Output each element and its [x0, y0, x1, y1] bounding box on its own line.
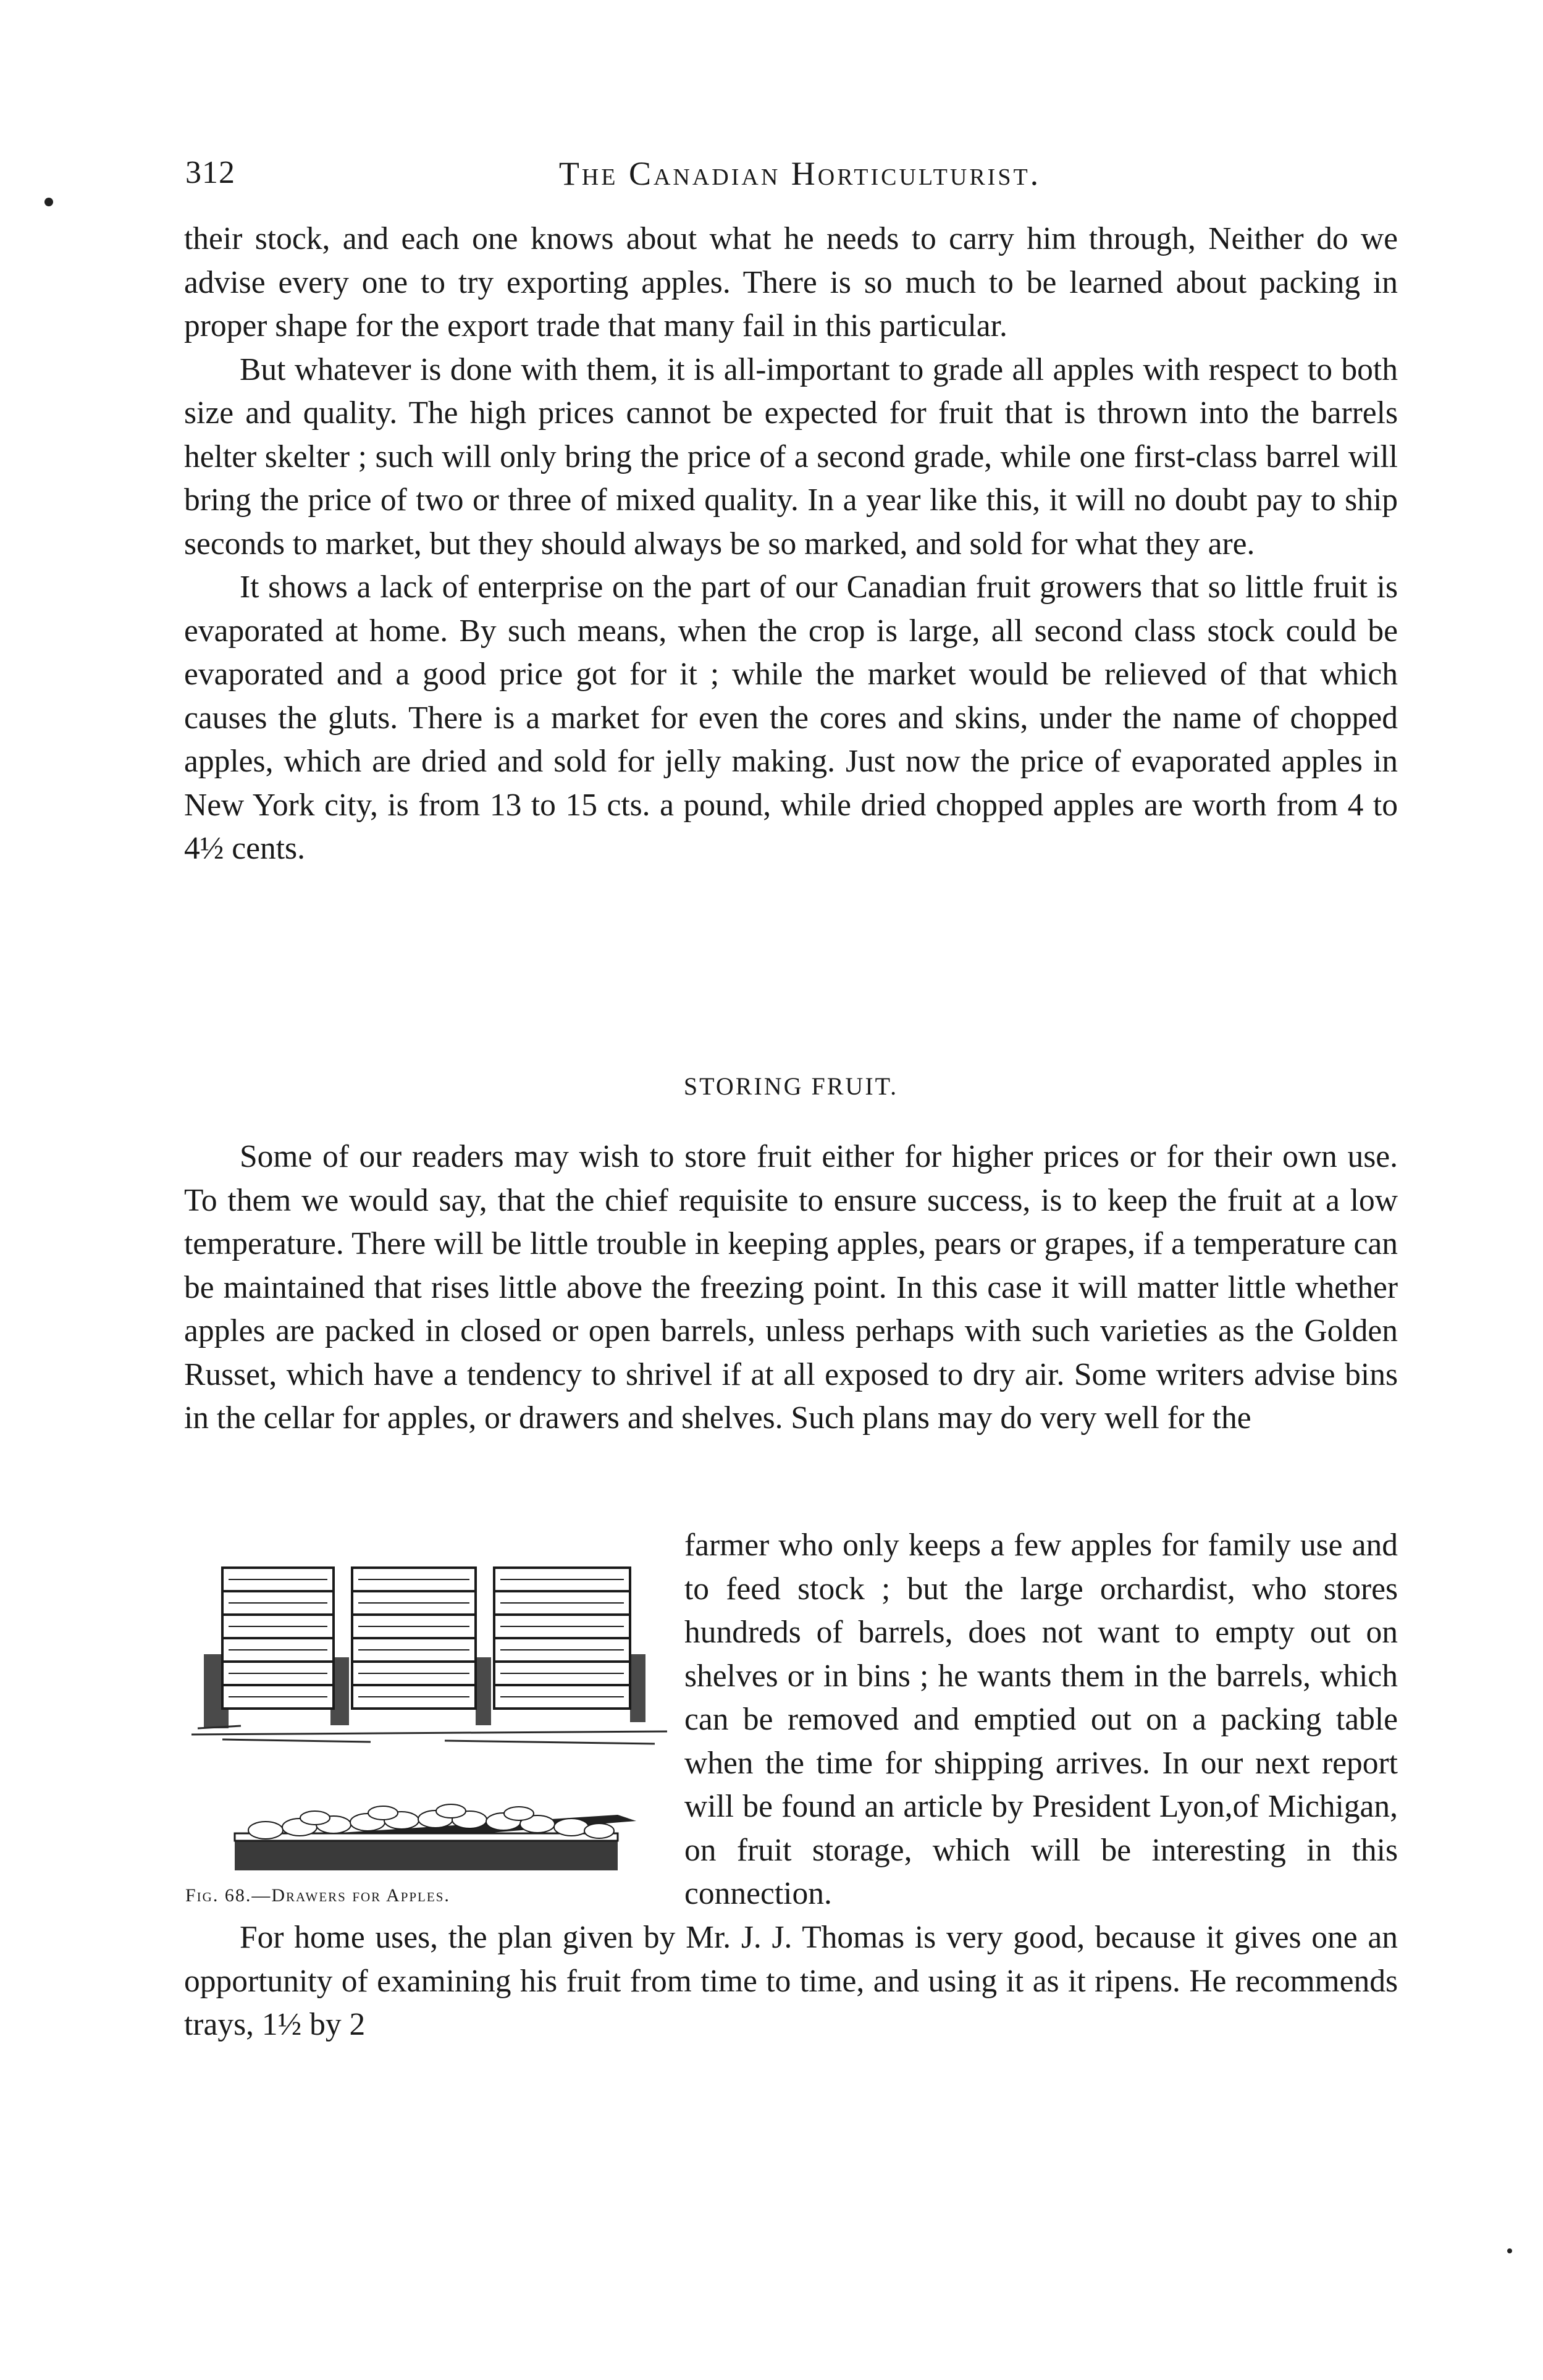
margin-mark: [1507, 2248, 1512, 2253]
paragraph: their stock, and each one knows about what he needs to carry him through, Neither do we advise every one to try exporting apples. There is so much to be learned about packing in proper shape for the export trade that many fail in this particular.: [184, 221, 1398, 343]
paragraph: farmer who only keeps a few apples for family use and to feed stock ; but the large orchardist, who stores hundreds of barrels, does not want to empty out on shelves or in bins ; he wants them in the barrels, which can be removed and emptied out on a packing table when the time for shipping arrives. In our next report will be found an article by President Lyon,of Michigan, on fruit storage, which will be interesting in this connection.: [684, 1528, 1398, 1911]
paragraph: Some of our readers may wish to store fruit either for higher prices or for their own use. To them we would say, that the chief requisite to ensure success, is to keep the fruit at a low temperature. There will be little trouble in keeping apples, pears or grapes, if a temperature can be maintained that rises little above the freezing point. In this case it will matter little whether apples are packed in closed or open barrels, unless perhaps with such varieties as the Golden Russet, which have a tendency to shrivel if at all exposed to dry air. Some writers advise bins in the cellar for apples, or drawers and shelves. Such plans may do very well for the: [184, 1139, 1398, 1436]
section-heading: STORING FRUIT.: [683, 1072, 899, 1100]
page-number: 312: [185, 155, 235, 190]
figure-caption: Fig. 68.—Drawers for Apples.: [185, 1885, 450, 1906]
margin-mark: [44, 198, 53, 206]
drawers-illustration: [185, 1543, 673, 1889]
page-header: [185, 148, 1415, 204]
wrapped-text-column: [684, 1524, 1398, 1916]
top-text-block: [184, 217, 1398, 871]
bottom-text-block: [184, 1916, 1398, 2047]
paragraph: It shows a lack of enterprise on the part of our Canadian fruit growers that so little fruit is evaporated at home. By such means, when the crop is large, all second class stock could be evaporated and a good price got for it ; while the market would be relieved of that which causes the gluts. There is a market for even the cores and skins, under the name of chopped apples, which are dried and sold for jelly making. Just now the price of evaporated apples in New York city, is from 13 to 15 cts. a pound, while dried chopped apples are worth from 4 to 4½ cents.: [184, 570, 1398, 866]
storing-text-block: [184, 1135, 1398, 1440]
running-title: The Canadian Horticulturist.: [558, 155, 1041, 192]
paragraph: But whatever is done with them, it is all-important to grade all apples with respect to both size and quality. The high prices cannot be expected for fruit that is thrown into the barrels helter skelter ; such will only bring the price of a second grade, while one first-class barrel will bring the price of two or three of mixed quality. In a year like this, it will no doubt pay to ship seconds to market, but they should always be so marked, and sold for what they are.: [184, 351, 1398, 561]
drawers-figure: [185, 1543, 673, 1907]
paragraph: For home uses, the plan given by Mr. J. J. Thomas is very good, because it gives one an opportunity of examining his fruit from time to time, and using it as it ripens. He recommends trays, 1½ by 2: [184, 1920, 1398, 2042]
